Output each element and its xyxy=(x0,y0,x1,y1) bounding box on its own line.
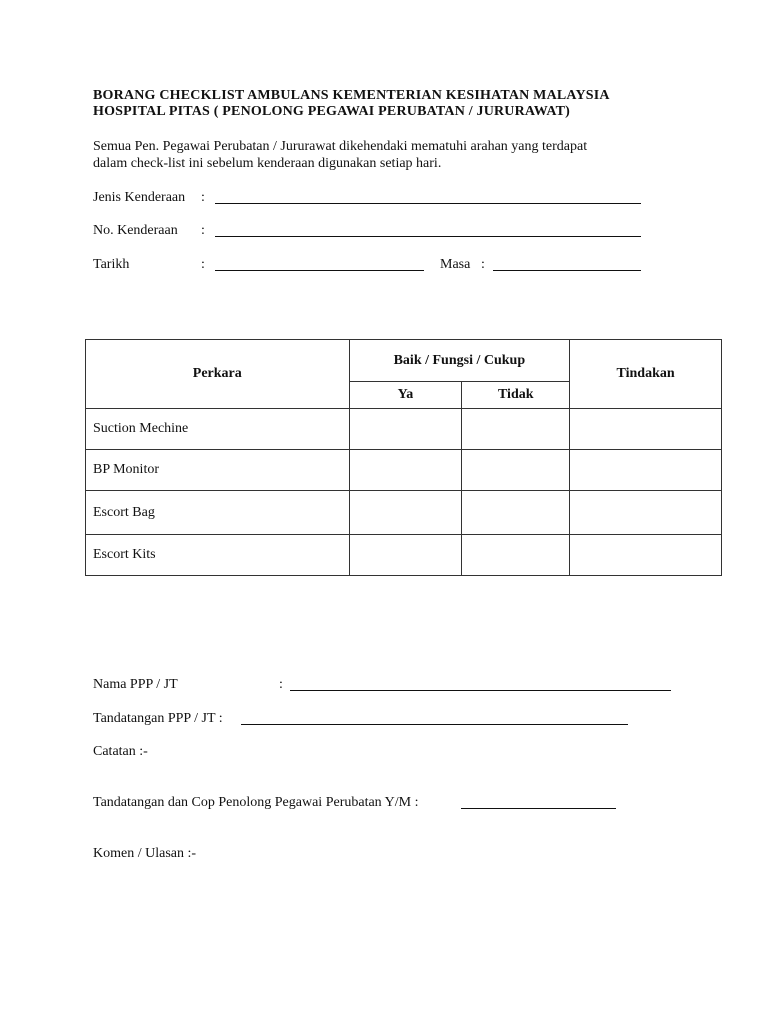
nama-ppp-label: Nama PPP / JT xyxy=(93,677,178,692)
table-row xyxy=(86,450,722,491)
header-tidak: Tidak xyxy=(462,382,570,409)
row-tindakan-cell[interactable] xyxy=(570,450,722,491)
intro-line1: Semua Pen. Pegawai Perubatan / Jururawat dikehendaki mematuhi arahan yang terdapat xyxy=(93,139,588,154)
row-tidak-cell[interactable] xyxy=(462,409,570,450)
checklist-table xyxy=(85,339,722,576)
catatan-label: Catatan :- xyxy=(93,744,148,759)
form-title-line1: BORANG CHECKLIST AMBULANS KEMENTERIAN KESIHATAN MALAYSIA xyxy=(93,88,610,103)
row-tidak-cell[interactable] xyxy=(462,535,570,576)
row-ya-cell[interactable] xyxy=(349,450,462,491)
cop-field[interactable] xyxy=(461,808,616,809)
form-title-line2: HOSPITAL PITAS ( PENOLONG PEGAWAI PERUBATAN / JURURAWAT) xyxy=(93,104,571,119)
row-tindakan-cell[interactable] xyxy=(570,491,722,535)
nama-ppp-field[interactable] xyxy=(290,690,671,691)
table-row xyxy=(86,491,722,535)
jenis-kenderaan-colon: : xyxy=(201,190,205,205)
tandatangan-ppp-field[interactable] xyxy=(241,724,628,725)
no-kenderaan-colon: : xyxy=(201,223,205,238)
header-baik-fungsi-cukup: Baik / Fungsi / Cukup xyxy=(349,340,570,382)
row-ya-cell[interactable] xyxy=(349,491,462,535)
cop-label: Tandatangan dan Cop Penolong Pegawai Perubatan Y/M : xyxy=(93,795,419,810)
row-tidak-cell[interactable] xyxy=(462,491,570,535)
row-tindakan-cell[interactable] xyxy=(570,409,722,450)
row-ya-cell[interactable] xyxy=(349,409,462,450)
row-tindakan-cell[interactable] xyxy=(570,535,722,576)
header-tindakan: Tindakan xyxy=(570,340,722,409)
no-kenderaan-label: No. Kenderaan xyxy=(93,223,178,238)
header-ya: Ya xyxy=(349,382,462,409)
tandatangan-ppp-label: Tandatangan PPP / JT : xyxy=(93,711,223,726)
masa-colon: : xyxy=(481,257,485,272)
masa-field[interactable] xyxy=(493,270,641,271)
intro-line2: dalam check-list ini sebelum kenderaan digunakan setiap hari. xyxy=(93,156,442,171)
row-item-label: BP Monitor xyxy=(86,450,350,491)
jenis-kenderaan-field[interactable] xyxy=(215,203,641,204)
nama-ppp-colon: : xyxy=(279,677,283,692)
komen-label: Komen / Ulasan :- xyxy=(93,846,197,861)
row-tidak-cell[interactable] xyxy=(462,450,570,491)
tarikh-label: Tarikh xyxy=(93,257,130,272)
tarikh-field[interactable] xyxy=(215,270,424,271)
row-ya-cell[interactable] xyxy=(349,535,462,576)
table-row xyxy=(86,535,722,576)
header-perkara: Perkara xyxy=(86,340,350,409)
no-kenderaan-field[interactable] xyxy=(215,236,641,237)
tarikh-colon: : xyxy=(201,257,205,272)
masa-label: Masa xyxy=(440,257,471,272)
row-item-label: Escort Bag xyxy=(86,491,350,535)
row-item-label: Escort Kits xyxy=(86,535,350,576)
row-item-label: Suction Mechine xyxy=(86,409,350,450)
table-row xyxy=(86,409,722,450)
jenis-kenderaan-label: Jenis Kenderaan xyxy=(93,190,186,205)
